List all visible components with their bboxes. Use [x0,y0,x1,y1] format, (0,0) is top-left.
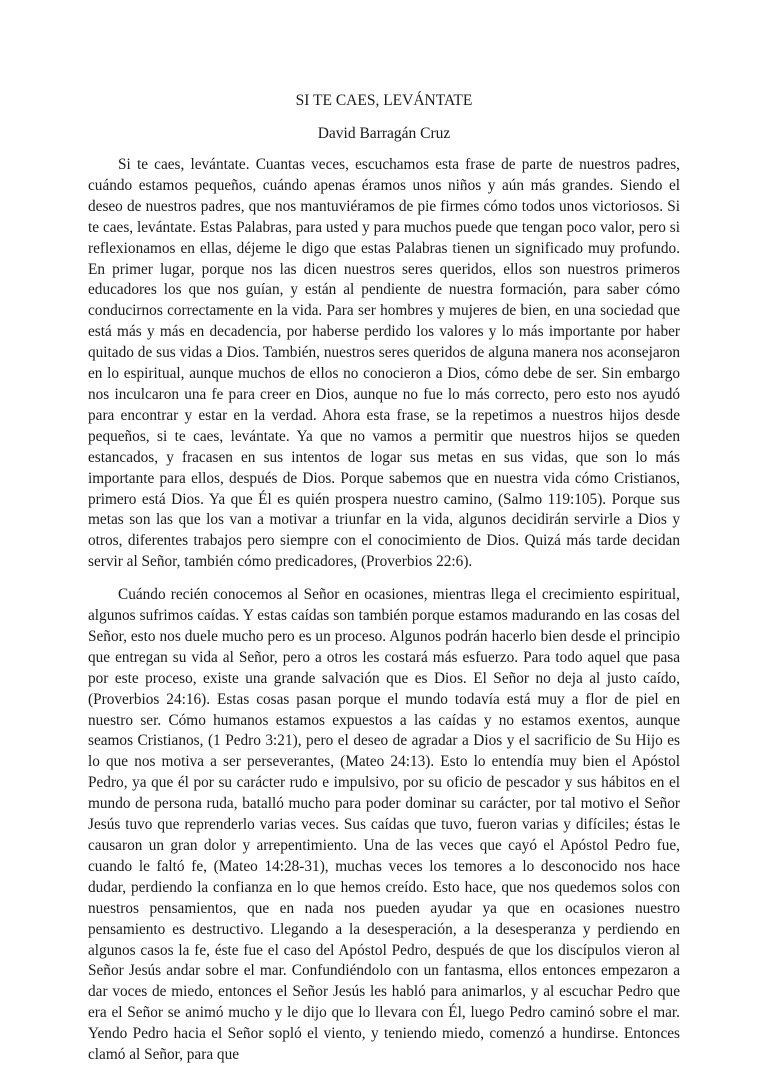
document-author: David Barragán Cruz [317,125,451,142]
document-title: SI TE CAES, LEVÁNTATE [295,92,473,109]
paragraph-2: Cuándo recién conocemos al Señor en ocasiones, mientras llega el crecimiento espiritual, algunos sufrimos caídas. Y estas caídas son también porque estamos madurando en las cosas del Señor, esto nos duele mucho pero es un proceso. Algunos podrán hacerlo bien desde el principio que entregan su vida al Señor, pero a otros les costará más esfuerzo. Para todo aquel que pasa por este proceso, existe una grande salvación que es Dios. El Señor no deja al justo caído, (Proverbios 24:16). Estas cosas pasan porque el mundo todavía está muy a flor de piel en nuestro ser. Cómo humanos estamos expuestos a las caídas y no estamos exentos, aunque seamos Cristianos, (1 Pedro 3:21), pero el deseo de agradar a Dios y el sacrificio de Su Hijo es lo que nos motiva a ser perseverantes, (Mateo 24:13). Esto lo entendía muy bien el Apóstol Pedro, ya que él por su carácter rudo e impulsivo, por su oficio de pescador y sus hábitos en el mundo de persona ruda, batalló mucho para poder dominar su carácter, por tal motivo el Señor Jesús tuvo que reprenderlo varias veces. Sus caídas que tuvo, fueron varias y difíciles; éstas le causaron un gran dolor y arrepentimiento. Una de las veces que cayó el Apóstol Pedro fue, cuando le faltó fe, (Mateo 14:28-31), muchas veces los temores a lo desconocido nos hace dudar, perdiendo la confianza en lo que hemos creído. Esto hace, que nos quedemos solos con nuestros pensamientos, que en nada nos pueden ayudar ya que en ocasiones nuestro pensamiento es destructivo. Llegando a la desesperación, a la desesperanza y perdiendo en algunos casos la fe, éste fue el caso del Apóstol Pedro, después de que los discípulos vieron al Señor Jesús andar sobre el mar. Confundiéndolo con un fantasma, ellos entonces empezaron a dar voces de miedo, entonces el Señor Jesús les habló para animarlos, y al escuchar Pedro que era el Señor se animó mucho y le dijo que lo llevara con Él, luego Pedro caminó sobre el mar. Yendo Pedro hacia el Señor sopló el viento, y teniendo miedo, comenzó a hundirse. Entonces clamó al Señor, para que [88,586,680,1064]
paragraph-1: Si te caes, levántate. Cuantas veces, escuchamos esta frase de parte de nuestros padres, cuándo estamos pequeños, cuándo apenas éramos unos niños y aún más grandes. Siendo el deseo de nuestros padres, que nos mantuviéramos de pie firmes cómo todos unos victoriosos. Si te caes, levántate. Estas Palabras, para usted y para muchos puede que tengan poco valor, pero si reflexionamos en ellas, déjeme le digo que estas Palabras tienen un significado muy profundo. En primer lugar, porque nos las dicen nuestros seres queridos, ellos son nuestros primeros educadores los que nos guían, y están al pendiente de nuestra formación, para saber cómo conducirnos correctamente en la vida. Para ser hombres y mujeres de bien, en una sociedad que está más y más en decadencia, por haberse perdido los valores y lo más importante por haber quitado de sus vidas a Dios. También, nuestros seres queridos de alguna manera nos aconsejaron en lo espiritual, aunque muchos de ellos no conocieron a Dios, cómo debe de ser. Sin embargo nos inculcaron una fe para creer en Dios, aunque no fue lo más correcto, pero esto nos ayudó para encontrar y estar en la verdad. Ahora esta frase, se la repetimos a nuestros hijos desde pequeños, si te caes, levántate. Ya que no vamos a permitir que nuestros hijos se queden estancados, y fracasen en sus intentos de logar sus metas en sus vidas, que son lo más importante para ellos, después de Dios. Porque sabemos que en nuestra vida cómo Cristianos, primero está Dios. Ya que Él es quién prospera nuestro camino, (Salmo 119:105). Porque sus metas son las que los van a motivar a triunfar en la vida, algunos decidirán servirle a Dios y otros, diferentes trabajos pero siempre con el conocimiento de Dios. Quizá más tarde decidan servir al Señor, también cómo predicadores, (Proverbios 22:6). [88,156,680,571]
